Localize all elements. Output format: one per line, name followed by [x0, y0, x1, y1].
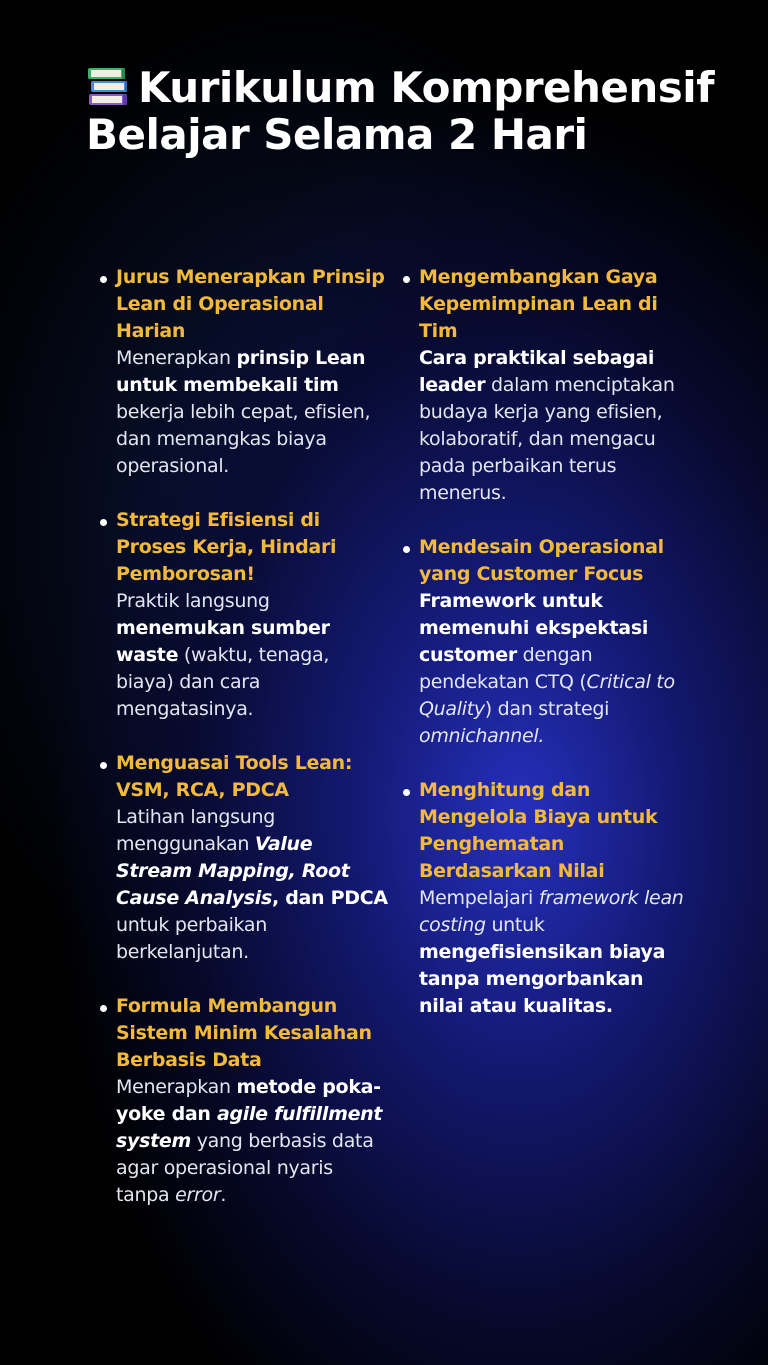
description-segment: omnichannel. — [419, 725, 545, 747]
bullet-icon — [100, 519, 107, 526]
bullet-icon — [403, 546, 410, 553]
title-text: Kurikulum Komprehensif Belajar Selama 2 Hari — [86, 63, 714, 159]
description-segment: PDCA — [330, 887, 388, 909]
curriculum-item — [403, 534, 693, 750]
books-icon — [86, 64, 130, 108]
item-title: Menghitung dan Mengelola Biaya untuk Penghematan Berdasarkan Nilai — [419, 779, 658, 882]
curriculum-item — [100, 750, 390, 966]
item-description — [116, 1074, 390, 1209]
item-description — [116, 345, 390, 480]
item-title: Jurus Menerapkan Prinsip Lean di Operasional Harian — [116, 266, 385, 342]
description-segment: dalam menciptakan budaya kerja yang efisien, kolaboratif, dan mengacu pada perbaikan terus menerus. — [419, 374, 675, 504]
curriculum-item — [100, 507, 390, 723]
description-segment: Value Stream Mapping, Root Cause Analysis — [116, 833, 350, 909]
bullet-icon — [403, 789, 410, 796]
item-description — [116, 804, 390, 966]
page-title — [86, 64, 726, 158]
bullet-icon — [100, 762, 107, 769]
item-description — [419, 588, 693, 750]
description-segment: Mempelajari — [419, 887, 539, 909]
description-segment: mengefisiensikan biaya tanpa mengorbankan nilai atau kualitas. — [419, 941, 666, 1017]
item-title: Mendesain Operasional yang Customer Focus — [419, 536, 664, 585]
item-title: Strategi Efisiensi di Proses Kerja, Hindari Pemborosan! — [116, 509, 337, 585]
description-segment: Menerapkan — [116, 1076, 237, 1098]
curriculum-item — [100, 264, 390, 480]
description-segment: Cara praktikal sebagai leader — [419, 347, 655, 396]
bullet-icon — [100, 276, 107, 283]
description-segment: agile fulfillment system — [116, 1103, 383, 1152]
item-title: Formula Membangun Sistem Minim Kesalahan Berbasis Data — [116, 995, 372, 1071]
item-description — [419, 885, 693, 1020]
bullet-icon — [403, 276, 410, 283]
curriculum-item — [403, 777, 693, 1020]
description-segment: ) dan strategi — [484, 698, 610, 720]
description-segment: dengan pendekatan CTQ ( — [419, 644, 593, 693]
description-segment: Framework untuk memenuhi ekspektasi customer — [419, 590, 649, 666]
description-segment: Praktik langsung — [116, 590, 270, 612]
description-segment: framework lean costing — [419, 887, 684, 936]
description-segment: error — [175, 1184, 221, 1206]
description-segment: Menerapkan — [116, 347, 237, 369]
item-title: Mengembangkan Gaya Kepemimpinan Lean di Tim — [419, 266, 658, 342]
description-segment: bekerja lebih cepat, efisien, dan memangkas biaya operasional. — [116, 401, 371, 477]
description-segment: yang berbasis data agar operasional nyaris tanpa — [116, 1130, 374, 1206]
description-segment: untuk perbaikan berkelanjutan. — [116, 914, 268, 963]
item-description — [116, 588, 390, 723]
item-title: Menguasai Tools Lean: VSM, RCA, PDCA — [116, 752, 353, 801]
description-segment: menemukan sumber waste — [116, 617, 330, 666]
curriculum-item — [100, 993, 390, 1209]
description-segment: Critical to Quality — [419, 671, 675, 720]
description-segment: untuk — [485, 914, 545, 936]
right-column — [403, 264, 693, 1047]
description-segment: . — [220, 1184, 227, 1206]
description-segment: (waktu, tenaga, biaya) dan cara mengatasinya. — [116, 644, 330, 720]
description-segment: , dan — [271, 887, 331, 909]
left-column — [100, 264, 390, 1236]
curriculum-item — [403, 264, 693, 507]
item-description — [419, 345, 693, 507]
bullet-icon — [100, 1005, 107, 1012]
description-segment: metode poka-yoke dan — [116, 1076, 381, 1125]
description-segment: Latihan langsung menggunakan — [116, 806, 275, 855]
description-segment: prinsip Lean untuk membekali tim — [116, 347, 366, 396]
